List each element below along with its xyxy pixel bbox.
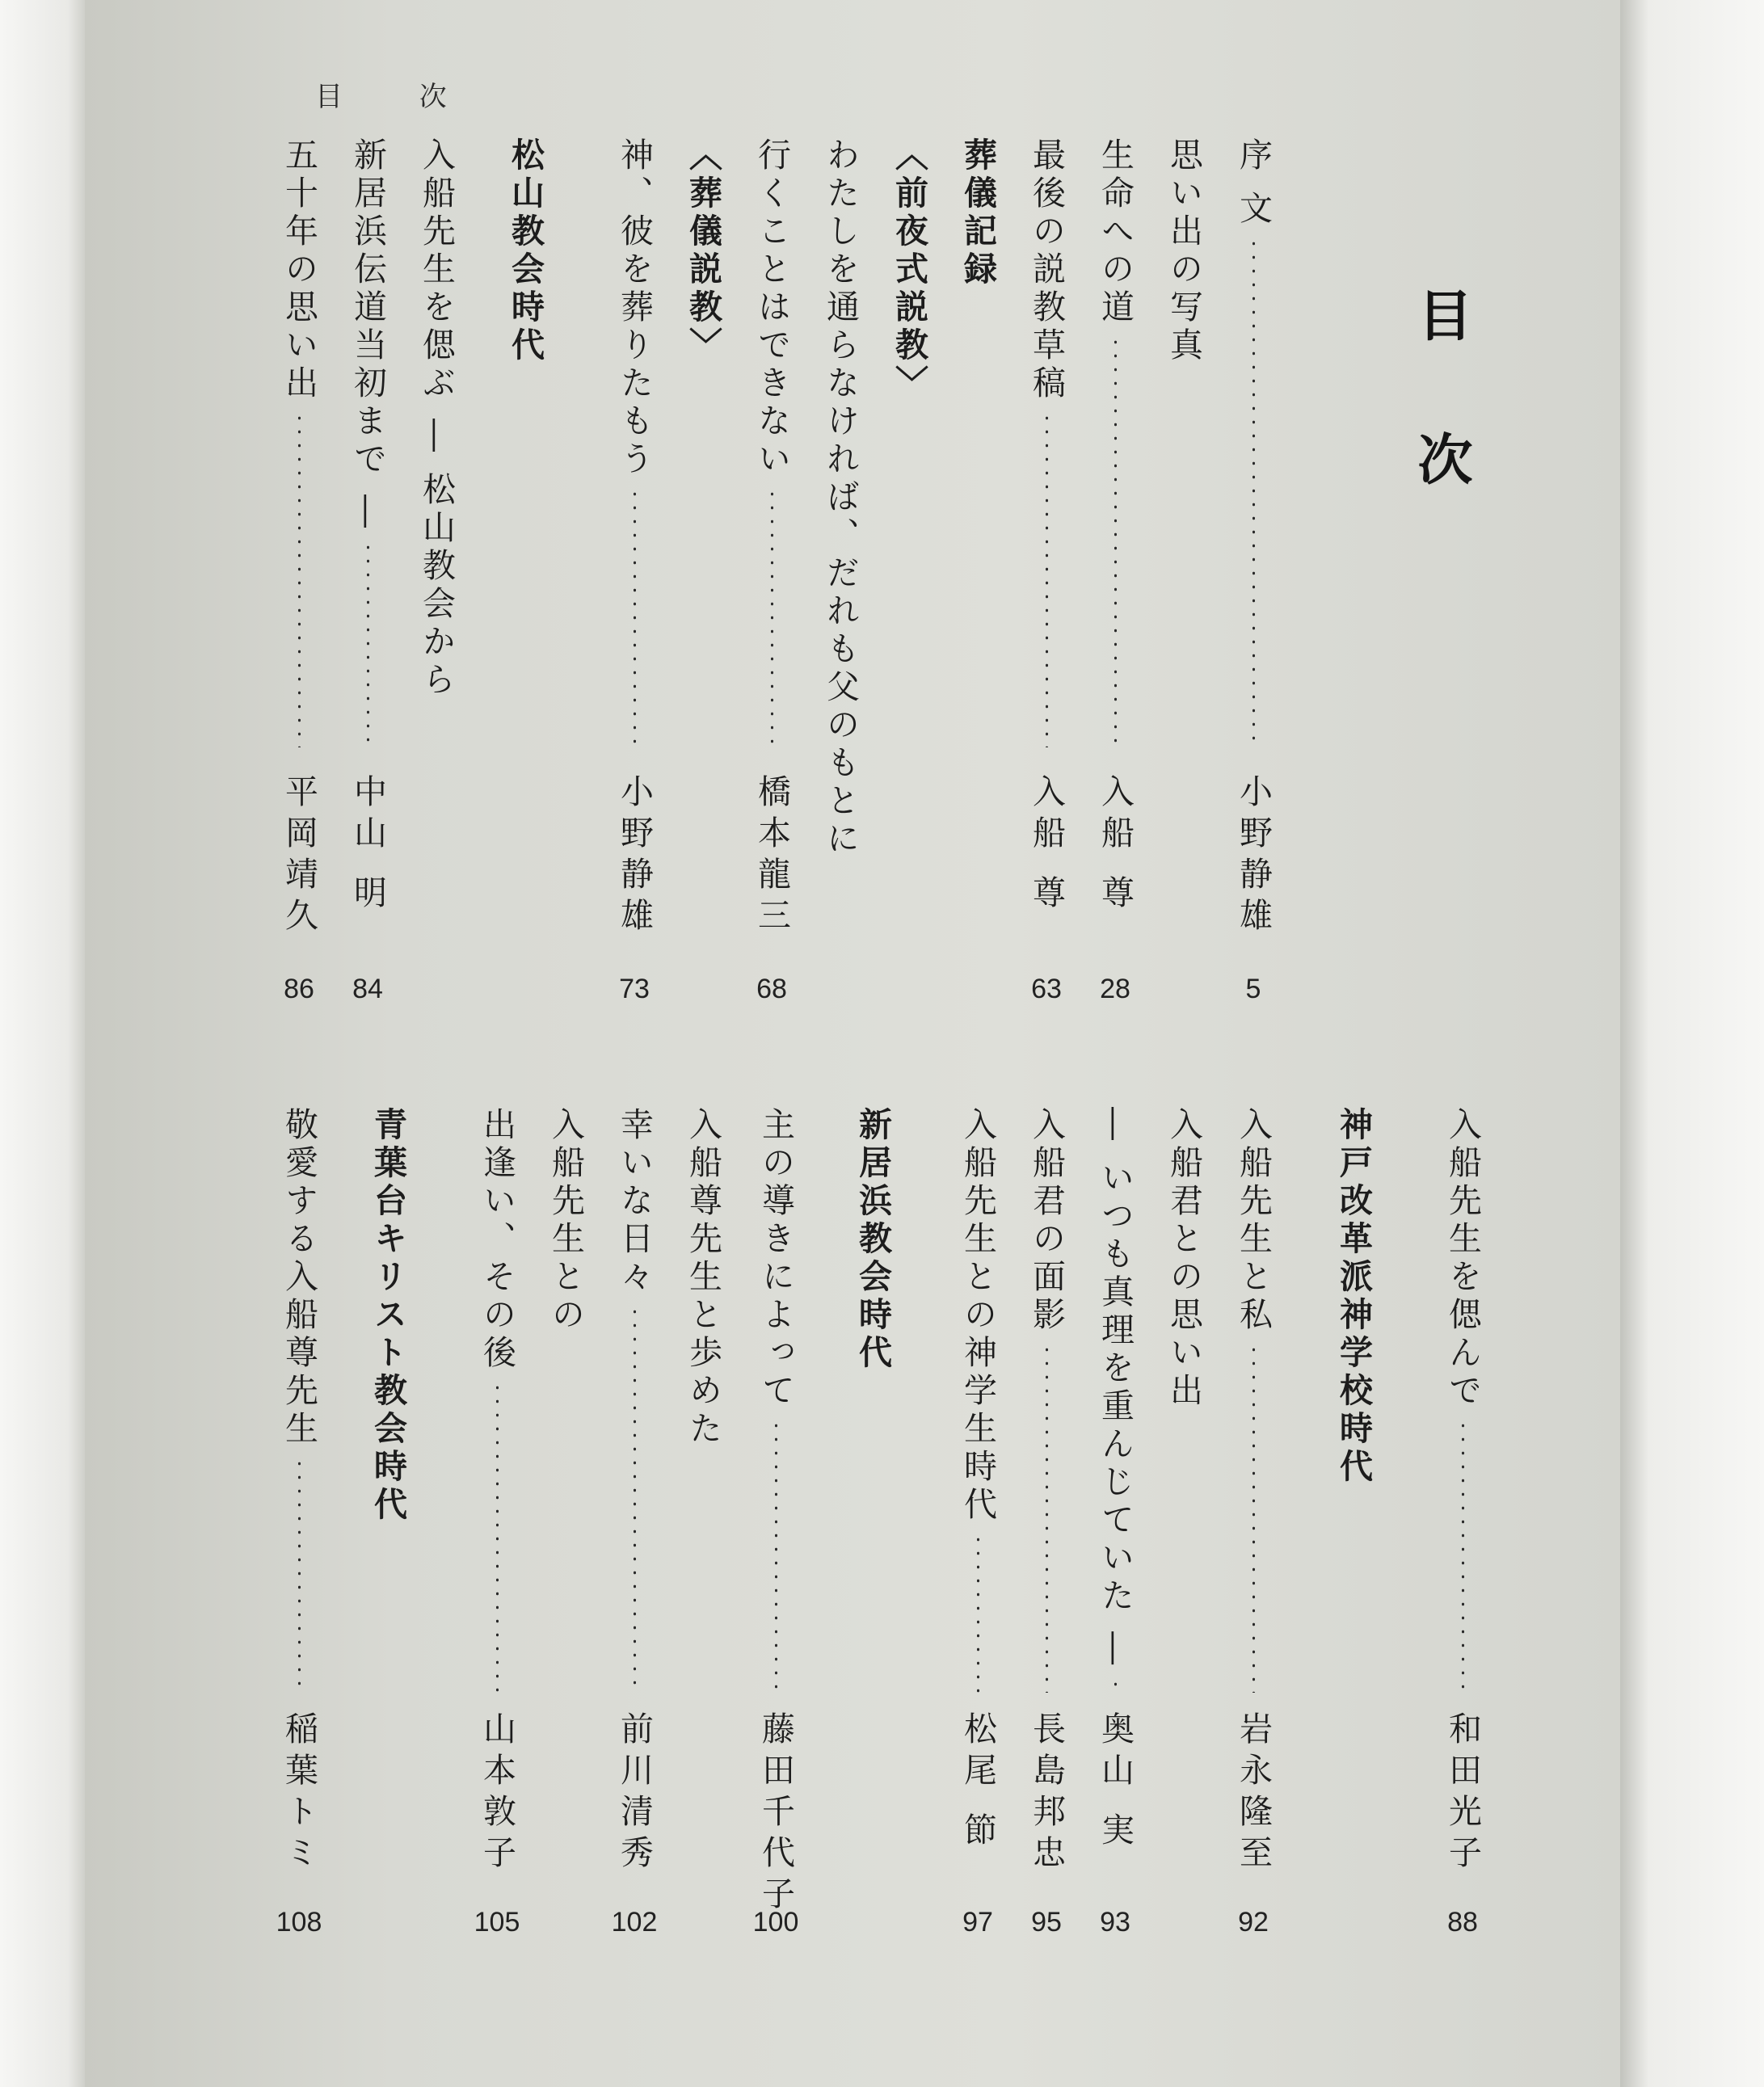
toc-entry [749,137,794,755]
leader-dots [634,1305,636,1693]
entry-author: 松尾 節 [958,1711,997,1854]
section-heading [886,137,932,865]
entry-page-number: 105 [474,1907,520,1938]
running-head: 目 次 [315,81,481,113]
page-edge [0,0,85,2087]
entry-title: 入船先生と私 [1234,1107,1273,1335]
entry-title: 神戸改革派神学校時代 [1334,1107,1373,1487]
entry-author: 平岡靖久 [280,774,318,939]
toc-entry [474,1107,520,1701]
toc-entry [276,137,322,755]
leader-dots [1046,411,1048,747]
section-heading [955,137,1000,865]
entry-title: 敬愛する入船尊先生 [280,1107,318,1449]
entry-title: 出逢い、その後 [478,1107,516,1373]
entry-page-number: 84 [352,974,383,1004]
entry-page-number: 108 [276,1907,322,1938]
entry-author: 長島邦忠 [1027,1711,1066,1876]
entry-title: ― いつも真理を重んじていた ― [1096,1107,1135,1670]
toc-entry [1440,1107,1485,1701]
toc-entry [753,1107,798,1701]
leader-dots [977,1533,979,1693]
toc-entry [955,1107,1000,1701]
entry-author: 小野静雄 [1234,774,1273,939]
entry-title: 入船尊先生と歩めた [684,1107,722,1449]
entry-page-number: 88 [1447,1907,1478,1938]
toc-entry [612,1107,657,1701]
entry-page-number: 102 [611,1907,658,1938]
entry-author: 岩永隆至 [1234,1711,1273,1876]
toc-entry [680,1107,726,1834]
entry-page-number: 97 [962,1907,993,1938]
entry-author: 入船 尊 [1096,774,1135,917]
entry-title: 入船先生との神学生時代 [958,1107,997,1525]
entry-title: 入船君との思い出 [1164,1107,1203,1411]
leader-dots [367,541,369,747]
toc-entry [1231,1107,1276,1701]
entry-title: 〈前夜式説教〉 [890,137,928,403]
toc-entry [414,137,459,865]
leader-dots [771,487,773,747]
leader-dots [1114,1677,1117,1693]
entry-title: 松山教会時代 [506,137,545,365]
entry-author: 藤田千代子 [756,1711,795,1917]
toc-entry [818,137,863,865]
toc-entry [1161,137,1206,865]
toc-entry [1093,1107,1138,1701]
entry-author: 中山 明 [348,774,387,917]
page-title: 目次 [1408,287,1473,574]
toc-entry [345,137,390,755]
entry-page-number: 93 [1100,1907,1130,1938]
toc-entry [612,137,657,755]
entry-page-number: 95 [1031,1907,1062,1938]
entry-author: 小野静雄 [615,774,654,939]
entry-title: 入船先生を偲ぶ ― 松山教会から [417,137,456,701]
leader-dots [1046,1343,1048,1693]
section-heading [365,1107,410,1834]
entry-page-number: 92 [1238,1907,1269,1938]
entry-page-number: 68 [756,974,787,1004]
entry-page-number: 5 [1245,974,1261,1004]
entry-title: 行くことはできない [752,137,791,479]
toc-entry [1231,137,1276,755]
entry-author: 前川清秀 [615,1711,654,1876]
toc-entry [276,1107,322,1701]
entry-title: 五十年の思い出 [280,137,318,403]
leader-dots [496,1381,499,1693]
leader-dots [1252,237,1255,747]
section-heading [850,1107,895,1834]
entry-title: 入船先生との [546,1107,585,1335]
section-heading [1331,1107,1376,1834]
entry-title: 新居浜教会時代 [853,1107,892,1373]
leader-dots [775,1419,777,1693]
entry-author: 橋本龍三 [752,774,791,939]
toc-entry [1161,1107,1206,1834]
toc-entry [1093,137,1138,755]
entry-author: 山本敦子 [478,1711,516,1876]
section-heading [680,137,726,865]
leader-dots [1114,335,1117,747]
entry-title: 序 文 [1234,137,1273,229]
entry-title: 最後の説教草稿 [1027,137,1066,403]
leader-dots [298,1457,301,1693]
entry-title: 葬儀記録 [958,137,997,289]
leader-dots [298,411,301,747]
entry-title: 幸いな日々 [615,1107,654,1297]
background-strip [1620,0,1764,2087]
entry-page-number: 63 [1031,974,1062,1004]
entry-author: 入船 尊 [1027,774,1066,917]
entry-title: わたしを通らなければ、だれも父のもとに [821,137,860,859]
entry-page-number: 100 [752,1907,799,1938]
entry-author: 稲葉トミ [280,1711,318,1876]
entry-title: 思い出の写真 [1164,137,1203,365]
entry-title: 入船君の面影 [1027,1107,1066,1335]
entry-page-number: 28 [1100,974,1130,1004]
section-heading [503,137,548,865]
entry-title: 青葉台キリスト教会時代 [368,1107,407,1525]
leader-dots [1462,1419,1464,1693]
entry-page-number: 86 [284,974,314,1004]
toc-entry [543,1107,588,1834]
entry-title: 入船先生を偲んで [1443,1107,1482,1411]
toc-entry [1024,137,1069,755]
entry-title: 主の導きによって [756,1107,795,1411]
entry-page-number: 73 [619,974,650,1004]
entry-author: 奥山 実 [1096,1711,1135,1854]
entry-title: 生命への道 [1096,137,1135,327]
leader-dots [634,487,636,747]
entry-title: 神、彼を葬りたもう [615,137,654,479]
entry-title: 〈葬儀説教〉 [684,137,722,365]
toc-entry [1024,1107,1069,1701]
leader-dots [1252,1343,1255,1693]
entry-author: 和田光子 [1443,1711,1482,1876]
entry-title: 新居浜伝道当初まで ― [348,137,387,533]
